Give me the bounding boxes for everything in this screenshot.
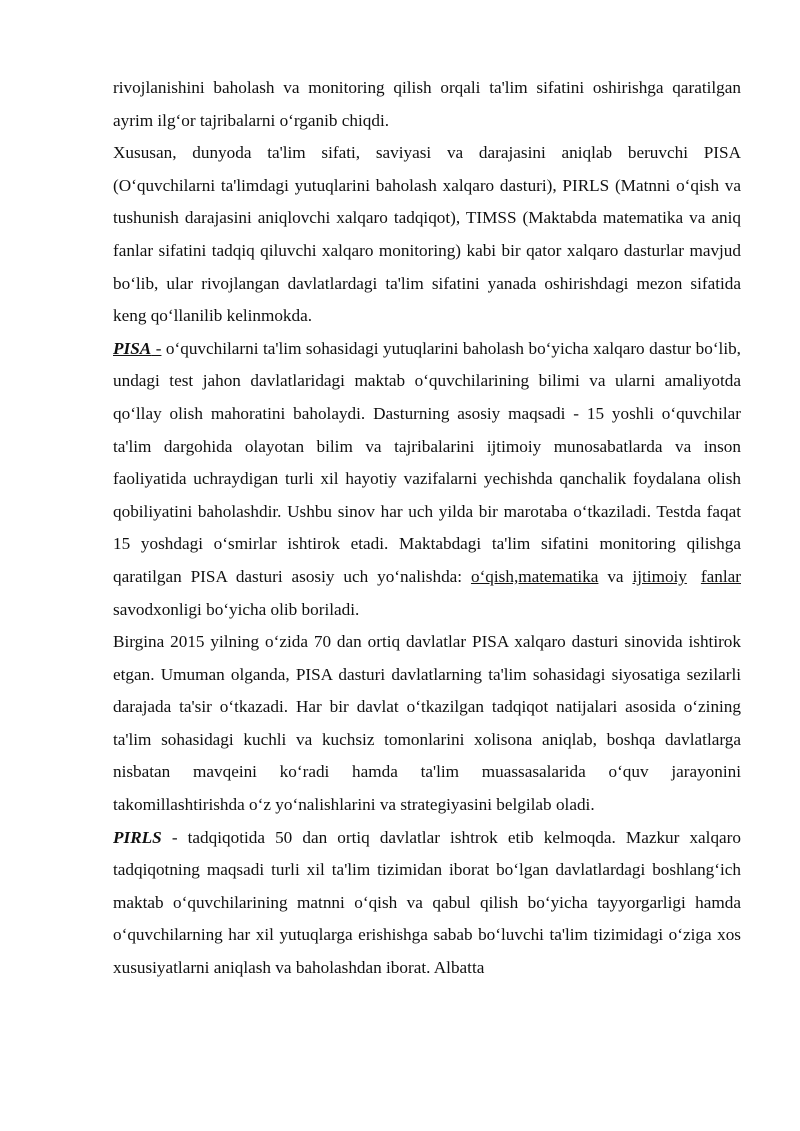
document-page: [113, 72, 741, 985]
pirls-term: PIRLS: [113, 827, 162, 847]
pisa-body-text: o‘quvchilarni ta'lim sohasidagi yutuqlarini baholash bo‘yicha xalqaro dastur bo‘lib, undagi test jahon davlatlaridagi maktab o‘quvchilarining bilimi va ularni amaliyotda qo‘llay olish mahoratini baholaydi. Dasturning asosiy maqsadi - 15 yoshli o‘quvchilar ta'lim dargohida olayotan bilim va tajribalarini ijtimoiy munosabatlarda va inson faoliyatida uchraydigan turli xil hayotiy vazifalarni yechishda qanchalik foydalana olish qobiliyatini baholashdir. Ushbu sinov har uch yilda bir marotaba o‘tkaziladi. Testda faqat 15 yoshdagi o‘smirlar ishtirok etadi. Maktabdagi ta'lim sifatini monitoring qilishga qaratilgan PISA dasturi asosiy uch yo‘nalishda:: [113, 338, 741, 586]
paragraph-pirls: [113, 822, 741, 985]
social-sciences-link[interactable]: [632, 567, 741, 586]
pirls-body-text: tadqiqotida 50 dan ortiq davlatlar ishtrok etib kelmoqda. Mazkur xalqaro tadqiqotning maqsadi turli xil ta'lim tizimidan iborat bo‘lgan davlatlardagi boshlang‘ich maktab o‘quvchilarining matnni o‘qish va qabul qilish bo‘yicha tayyorgarligi hamda o‘quvchilarning har xil yutuqlarga erishishga sabab bo‘luvchi ta'lim tizimidagi o‘ziga xos xususiyatlarni aniqlash va baholashdan iborat. Albatta: [113, 827, 741, 978]
paragraph-international-programs: Xususan, dunyoda ta'lim sifati, saviyasi va darajasini aniqlab beruvchi PISA (O‘quvchilarni ta'limdagi yutuqlarini baholash xalqaro dasturi), PIRLS (Matnni o‘qish va tushunish darajasini aniqlovchi xalqaro tadqiqot), TIMSS (Maktabda matematika va aniq fanlar sifatini tadqiq qiluvchi xalqaro monitoring) kabi bir qator xalqaro dasturlar mavjud bo‘lib, ular rivojlangan davlatlardagi ta'lim sifatini yanada oshirishdagi mezon sifatida keng qo‘llanilib kelinmokda.: [113, 143, 741, 326]
pirls-dash: -: [161, 827, 188, 847]
pisa-term: PISA: [113, 338, 152, 358]
reading-math-link[interactable]: o‘qish,matematika: [470, 566, 599, 586]
pisa-connector-text: va: [598, 566, 633, 586]
paragraph-pisa-2015: Birgina 2015 yilning o‘zida 70 dan ortiq davlatlar PISA xalqaro dasturi sinovida ishtirok etgan. Umuman olganda, PISA dasturi davlatlarning ta'lim sohasidagi siyosatiga sezilarli darajada ta'sir o‘tkazadi. Har bir davlat o‘tkazilgan tadqiqot natijalari asosida o‘zining ta'lim sohasidagi kuchli va kuchsiz tomonlarini xolisona aniqlab, boshqa davlatlarga nisbatan mavqeini ko‘radi hamda ta'lim muassasalarida o‘quv jarayonini takomillashtirishda o‘z yo‘nalishlarini va strategiyasini belgilab oladi.: [113, 632, 741, 815]
social-link-word-1: ijtimoiy: [632, 566, 687, 586]
pisa-dash: -: [151, 338, 162, 358]
pisa-tail-text: savodxonligi bo‘yicha olib boriladi.: [113, 599, 360, 619]
paragraph-pisa: [113, 333, 741, 626]
social-link-word-2: fanlar: [700, 566, 741, 586]
paragraph-intro-continuation: rivojlanishini baholash va monitoring qilish orqali ta'lim sifatini oshirishga qaratilgan ayrim ilg‘or tajribalarni o‘rganib chiqdi.: [113, 78, 741, 130]
